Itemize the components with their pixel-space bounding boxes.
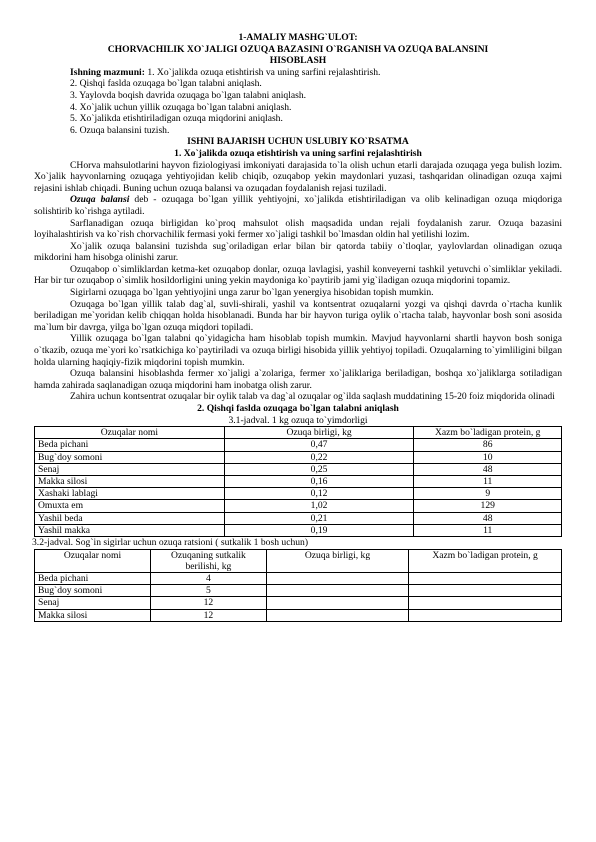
table-cell: Senaj	[35, 463, 225, 475]
goals-list	[34, 67, 562, 137]
goal-item: 3. Yaylovda boqish davrida ozuqaga bo`lgan talabni aniqlash.	[70, 89, 307, 101]
table-2-caption: 3.2-jadval. Sog`in sigirlar uchun ozuqa ratsioni ( sutkalik 1 bosh uchun)	[32, 537, 309, 549]
table-cell	[266, 609, 408, 621]
table-header-cell: Xazm bo`ladigan protein, g	[409, 549, 562, 572]
table-cell	[266, 585, 408, 597]
table-cell: 0,47	[224, 439, 414, 451]
section-2-heading: 2. Qishqi faslda ozuqaga bo`lgan talabni aniqlash	[197, 403, 399, 414]
table-row	[35, 439, 562, 451]
table-cell: 12	[150, 597, 266, 609]
table-cell: Makka silosi	[35, 609, 151, 621]
goal-text: 1. Xo`jalikda ozuqa etishtirish va uning sarfini rejalashtirish.	[147, 66, 381, 78]
table-cell: 12	[150, 609, 266, 621]
goal-label: Ishning mazmuni:	[70, 66, 145, 78]
table-header-row	[35, 427, 562, 439]
table-cell: Yashil makka	[35, 524, 225, 536]
paragraph-text: deb - ozuqaga bo`lgan yillik yehtiyojni, xo`jalikda etishtiriladigan va olib kelinadigan ozuqa miqdoriga solishtirib ko`rishga aytiladi.	[34, 194, 563, 217]
paragraph: CHorva mahsulotlarini hayvon fiziologiyasi imkoniyati darajasida to`la olish uchun etarli darajada ozuqaga yega bulish lozim. Xo`jalik hayvonlarning ozuqaga yehtiyojidan kelib chiqib, ozuqabop yekin maydonlari yuzasi, tashqaridan olinadigan ozuqa xajmi rejasini ishlab chiqadi. Buning uchun ozuqa balansi va ozuqadan foydalanish rejasi tuziladi.	[34, 159, 562, 194]
method-heading: ISHNI BAJARISH UCHUN USLUBIY KO`RSATMA	[187, 136, 409, 148]
table-header-cell: Ozuqa birligi, kg	[224, 427, 414, 439]
table-cell: Xashaki lablagi	[35, 488, 225, 500]
table-cell: 48	[414, 463, 562, 475]
table-cell: 0,19	[224, 524, 414, 536]
table-cell: 11	[414, 524, 562, 536]
table-row	[35, 463, 562, 475]
table-cell: Omuxta em	[35, 500, 225, 512]
table-header-row	[35, 549, 562, 572]
table-row	[35, 524, 562, 536]
term-ozuqa-balansi: Ozuqa balansi	[70, 194, 130, 206]
table-header-cell: Ozuqaning sutkalik berilishi, kg	[150, 549, 266, 572]
paragraph: Sarflanadigan ozuqa birligidan ko`proq mahsulot olish maqsadida undan rejali foydalanish zarur. Ozuqa bazasini loyihalashtirish va ko`rish chorvachilik fermasi yoki fermer xo`jaligi tashkil bo`lmasdan oldin hal yetilishi lozim.	[34, 217, 562, 241]
table-cell: 48	[414, 512, 562, 524]
table-cell: Beda pichani	[35, 573, 151, 585]
goal-item: 4. Xo`jalik uchun yillik ozuqaga bo`lgan talabni aniqlash.	[70, 101, 292, 113]
table-1	[34, 426, 562, 537]
goal-item: 2. Qishqi faslda ozuqaga bo`lgan talabni aniqlash.	[70, 78, 262, 90]
table-cell: Makka silosi	[35, 476, 225, 488]
table-row	[35, 573, 562, 585]
paragraph: Xo`jalik ozuqa balansini tuzishda sug`oriladigan erlar bilan bir qatorda tabiiy o`tloqlar, yaylovlardan olinadigan ozuqa mikdorini ham hisobga olinishi zarur.	[34, 240, 562, 264]
table-cell: 4	[150, 573, 266, 585]
table-row	[35, 500, 562, 512]
table-cell	[409, 573, 562, 585]
goal-item: 6. Ozuqa balansini tuzish.	[70, 124, 170, 136]
table-cell	[266, 573, 408, 585]
paragraph: Zahira uchun kontsentrat ozuqalar bir oylik talab va dag`al ozuqalar og`ilda saqlash muddatining 15-20 foiz miqdorida olinadi	[70, 391, 555, 403]
goal-item: 5. Xo`jalikda etishtiriladigan ozuqa miqdorini aniqlash.	[70, 113, 283, 125]
table-cell: 0,25	[224, 463, 414, 475]
table-cell: Bug`doy somoni	[35, 585, 151, 597]
doc-title-line-2: CHORVACHILIK XO`JALIGI OZUQA BAZASINI O`RGANISH VA OZUQA BALANSINI	[107, 43, 489, 55]
table-cell	[409, 585, 562, 597]
doc-title-line-1: 1-AMALIY MASHG`ULOT:	[238, 32, 358, 43]
table-cell: Senaj	[35, 597, 151, 609]
table-cell: 9	[414, 488, 562, 500]
table-cell: Beda pichani	[35, 439, 225, 451]
paragraph: Yillik ozuqaga bo`lgan talabni qo`yidagicha ham hisoblab topish mumkin. Mavjud hayvonlarni shartli hayvon bosh soniga o`tkazib, ozuqa me`yori ko`rsatkichiga ko`paytiriladi va ozuqa birligi hisobida yillik yehtiyoj topiladi. Ozuqalarning to`yimliligini bilgan holda ularning haqiqiy-fizik miqdorini topish mumkin.	[34, 333, 562, 368]
table-cell	[409, 609, 562, 621]
table-cell: 0,21	[224, 512, 414, 524]
paragraph: Ozuqabop o`simliklardan ketma-ket ozuqabop donlar, ozuqa lavlagisi, yashil konveyerni tashkil yetuvchi o`simliklar yekiladi. Har bir tur ozuqabop o`simlik hosildorligini uning yekin maydoniga ko`paytirib jami yig`iladigan ozuqa miqdorini topamiz.	[34, 263, 562, 287]
table-row	[35, 585, 562, 597]
paragraph: Ozuqa balansini hisoblashda fermer xo`jaligi a`zolariga, fermer xo`jaliklariga beriladigan, boshqa xo`jaliklarga sotiladigan hamda zahirada saqlanadigan ozuqa miqdorini ham inobatga olish zarur.	[34, 368, 562, 391]
table-header-cell: Ozuqalar nomi	[35, 549, 151, 572]
table-row	[35, 609, 562, 621]
table-row	[35, 451, 562, 463]
table-cell	[409, 597, 562, 609]
section-1-heading: 1. Xo`jalikda ozuqa etishtirish va uning sarfini rejalashtirish	[174, 147, 422, 159]
paragraph: Sigirlarni ozuqaga bo`lgan yehtiyojini unga zarur bo`lgan yenergiya hisobidan topish mumkin.	[70, 287, 434, 299]
table-header-cell: Ozuqa birligi, kg	[266, 549, 408, 572]
table-cell: 10	[414, 451, 562, 463]
paragraph: Ozuqaga bo`lgan yillik talab dag`al, suvli-shirali, yashil va kontsentrat ozuqalarni yozgi va qishqi davrda o`rtacha kunlik beriladigan me`yoridan kelib chiqqan holda hisoblanadi. Bunda har bir hayvon turiga oylik o`rtacha talab, hayvonlar bosh soni asosida ma`lum bir davrga, yilga bo`lgan ozuqa miqdori topiladi.	[34, 298, 562, 333]
table-cell: 0,22	[224, 451, 414, 463]
table-row	[35, 488, 562, 500]
table-cell	[266, 597, 408, 609]
table-header-cell: Xazm bo`ladigan protein, g	[414, 427, 562, 439]
table-row	[35, 597, 562, 609]
table-cell: Bug`doy somoni	[35, 451, 225, 463]
table-cell: 129	[414, 500, 562, 512]
table-cell: 5	[150, 585, 266, 597]
table-cell: 11	[414, 476, 562, 488]
table-cell: 86	[414, 439, 562, 451]
goal-item	[70, 67, 562, 79]
doc-title-line-3: HISOBLASH	[269, 55, 327, 67]
table-header-cell: Ozuqalar nomi	[35, 427, 225, 439]
table-row	[35, 476, 562, 488]
table-1-caption: 3.1-jadval. 1 kg ozuqa to`yimdorligi	[228, 414, 368, 426]
table-row	[35, 512, 562, 524]
table-2	[34, 549, 562, 622]
table-cell: 0,16	[224, 476, 414, 488]
table-cell: 0,12	[224, 488, 414, 500]
table-cell: Yashil beda	[35, 512, 225, 524]
paragraph	[34, 194, 562, 217]
table-cell: 1,02	[224, 500, 414, 512]
